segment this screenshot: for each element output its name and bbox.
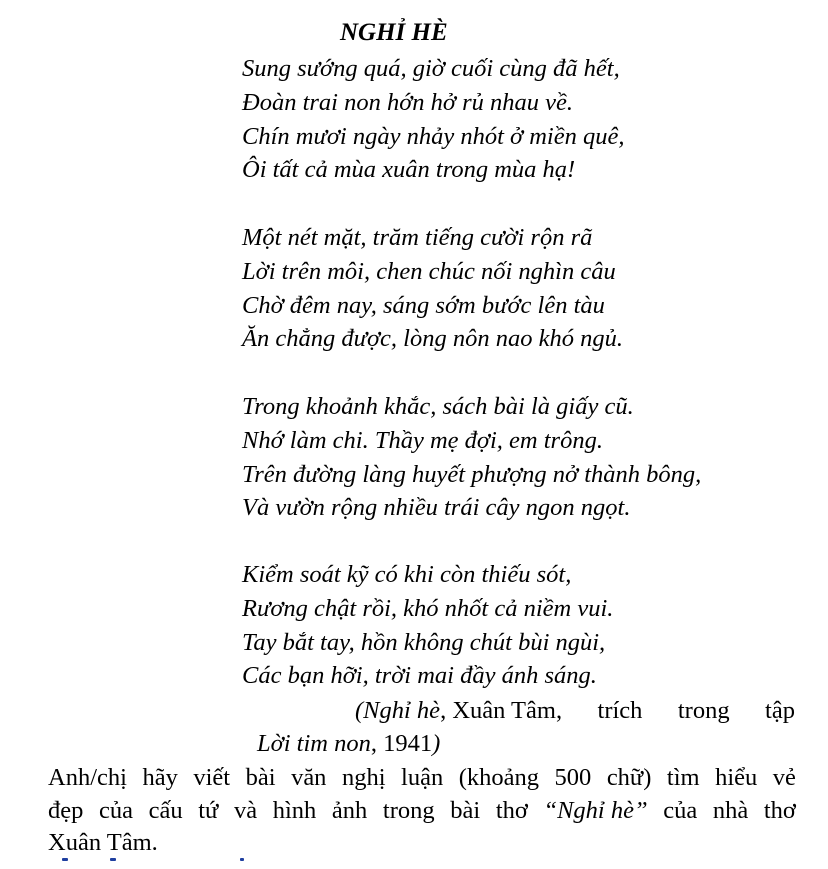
poem-line: Và vườn rộng nhiều trái cây ngon ngọt. — [242, 494, 631, 522]
quoted-poem-title: “Nghỉ hè” — [543, 796, 648, 824]
stanza-1 — [242, 52, 624, 187]
prompt-word: của — [99, 796, 133, 824]
prompt-line-1 — [48, 762, 796, 795]
poem-line: Trên đường làng huyết phượng nở thành bông, — [242, 460, 702, 488]
collection-name: Lời tim non — [257, 730, 371, 757]
prompt-word: bài — [245, 764, 276, 791]
poem-line: Nhớ làm chi. Thầy mẹ đợi, em trông. — [242, 426, 603, 454]
poem-line: Ăn chẳng được, lòng nôn nao khó ngủ. — [242, 325, 623, 353]
stanza-3 — [242, 390, 701, 525]
poem-line: Sung sướng quá, giờ cuối cùng đã hết, — [242, 55, 620, 82]
prompt-word: hình — [272, 796, 317, 824]
prompt-word: của — [663, 796, 698, 824]
poem-line: Chờ đêm nay, sáng sớm bước lên tàu — [242, 291, 605, 319]
prompt-word: đẹp — [48, 796, 84, 824]
cropped-text-fragment — [240, 858, 244, 861]
prompt-word: thơ — [495, 796, 528, 824]
poem-line: Ôi tất cả mùa xuân trong mùa hạ! — [242, 156, 576, 184]
prompt-word: nhà — [712, 796, 749, 824]
source-year: , 1941 — [370, 730, 433, 757]
prompt-word: hãy — [142, 764, 178, 791]
prompt-word: Anh/chị — [48, 764, 127, 791]
prompt-word: ảnh — [331, 796, 368, 824]
poem-line: Tay bắt tay, hồn không chút bùi ngùi, — [242, 628, 606, 656]
prompt-word: (khoảng — [458, 764, 540, 791]
poem-line: Lời trên môi, chen chúc nối nghìn câu — [242, 257, 616, 285]
source-word: tập — [765, 697, 795, 724]
prompt-word: tứ — [198, 796, 219, 824]
stanza-2 — [242, 221, 623, 356]
stanza-4 — [242, 558, 613, 693]
source-word: trong — [677, 697, 730, 724]
poem-line: Một nét mặt, trăm tiếng cười rộn rã — [242, 224, 593, 251]
prompt-word: và — [233, 796, 258, 824]
prompt-word: chữ) — [606, 764, 652, 791]
source-title: (Nghỉ hè, Xuân Tâm, — [355, 697, 563, 724]
prompt-word: văn — [291, 764, 327, 791]
prompt-word: Xuân Tâm. — [48, 829, 158, 856]
essay-prompt — [48, 762, 796, 860]
prompt-word: nghị — [341, 764, 386, 791]
poem-line: Đoàn trai non hớn hở rủ nhau về. — [242, 88, 574, 116]
source-collection — [257, 727, 440, 760]
prompt-word: thơ — [763, 796, 796, 824]
prompt-word: tìm — [666, 764, 700, 791]
poem-line: Rương chật rồi, khó nhốt cả niềm vui. — [242, 594, 614, 622]
source-citation — [355, 694, 795, 727]
prompt-word: viết — [193, 764, 231, 791]
prompt-word: luận — [401, 764, 444, 791]
poem-title: NGHỈ HÈ — [340, 19, 448, 46]
prompt-word: hiểu — [715, 764, 758, 791]
poem-line: Chín mươi ngày nhảy nhót ở miền quê, — [242, 122, 625, 150]
prompt-word: bài — [450, 796, 481, 824]
prompt-word: cấu — [148, 796, 183, 824]
prompt-word: trong — [382, 796, 435, 824]
poem-line: Các bạn hỡi, trời mai đầy ánh sáng. — [242, 662, 597, 690]
close-paren: ) — [432, 730, 441, 757]
prompt-word: vẻ — [772, 764, 796, 791]
cropped-text-fragment — [62, 858, 68, 861]
prompt-word: 500 — [554, 764, 592, 791]
prompt-line-3 — [48, 827, 796, 860]
prompt-line-2 — [48, 795, 796, 828]
poem-line: Trong khoảnh khắc, sách bài là giấy cũ. — [242, 393, 634, 420]
cropped-text-fragment — [110, 858, 116, 861]
source-word: trích — [597, 697, 643, 724]
poem-line: Kiểm soát kỹ có khi còn thiếu sót, — [242, 561, 572, 588]
